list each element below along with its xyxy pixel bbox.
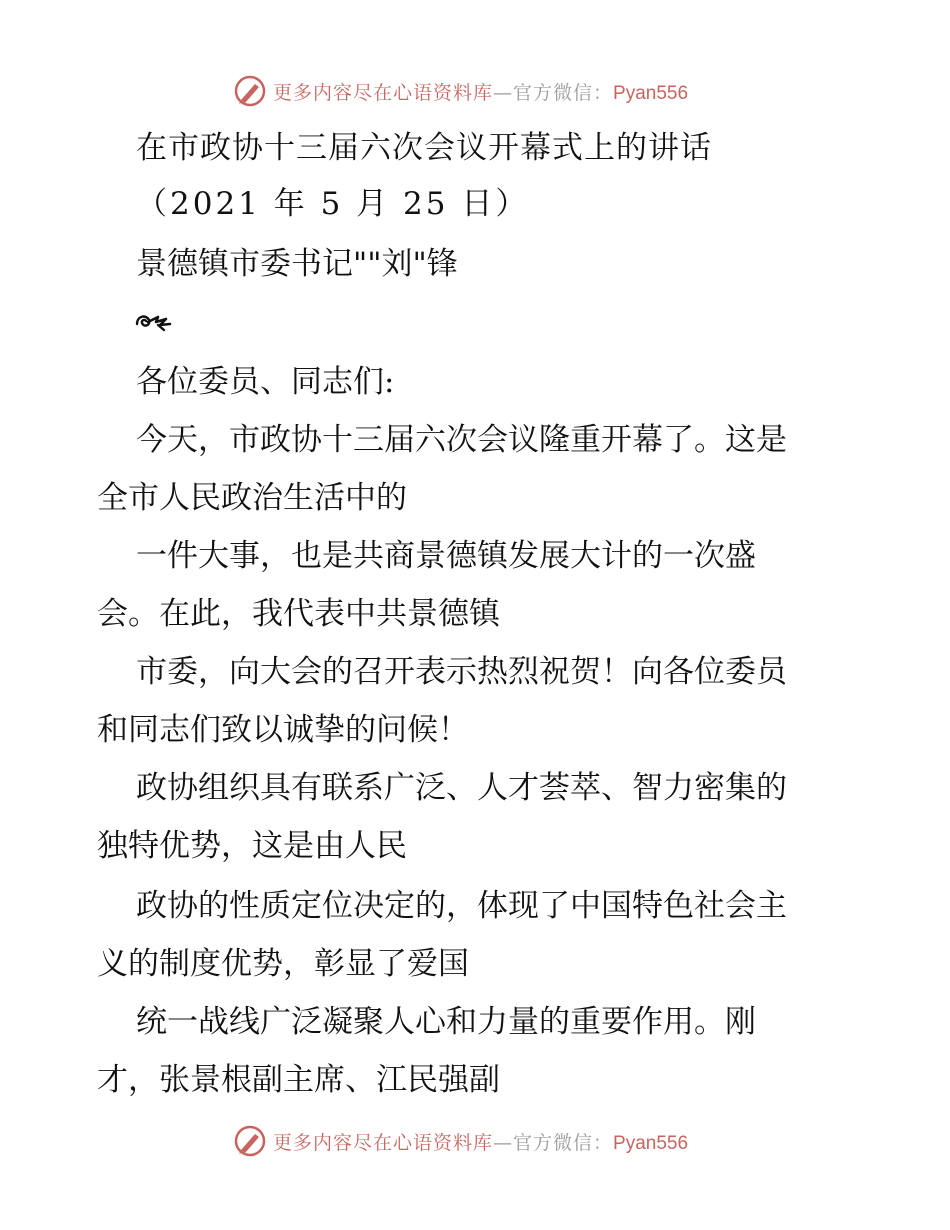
watermark-text: 更多内容尽在心语资料库—官方微信：Pyan556 (273, 81, 689, 104)
pen-logo-icon (233, 1124, 267, 1158)
paragraph-line: 才，张景根副主席、江民强副 (97, 1062, 500, 1098)
watermark-footer (233, 1124, 688, 1158)
paragraph-line: 统一战线广泛凝聚人心和力量的重要作用。刚 (136, 1004, 756, 1040)
paragraph-line: 政协的性质定位决定的，体现了中国特色社会主 (136, 888, 787, 924)
paragraph-line: 义的制度优势，彰显了爱国 (97, 946, 469, 982)
paragraph-line: 今天，市政协十三届六次会议隆重开幕了。这是 (136, 422, 787, 458)
paragraph-line: 和同志们致以诚挚的问候！ (97, 712, 469, 748)
paragraph-line: 一件大事，也是共商景德镇发展大计的一次盛 (136, 538, 756, 574)
paragraph-line: 全市人民政治生活中的 (97, 480, 407, 516)
watermark-text: 更多内容尽在心语资料库—官方微信：Pyan556 (273, 1131, 689, 1154)
document-title: 在市政协十三届六次会议开幕式上的讲话 (136, 130, 712, 166)
paragraph-line: 市委，向大会的召开表示热烈祝贺！向各位委员 (136, 654, 787, 690)
paragraph-line: 独特优势，这是由人民 (97, 828, 407, 864)
paragraph-line: 会。在此，我代表中共景德镇 (97, 596, 500, 632)
document-date: （2021 年 5 月 25 日） (136, 186, 530, 222)
salutation: 各位委员、同志们: (136, 364, 395, 400)
paragraph-line: 政协组织具有联系广泛、人才荟萃、智力密集的 (136, 770, 787, 806)
flourish-ornament-icon (134, 310, 174, 334)
watermark-header (233, 74, 688, 108)
document-author: 景德镇市委书记""刘"锋 (136, 246, 458, 282)
pen-logo-icon (233, 74, 267, 108)
